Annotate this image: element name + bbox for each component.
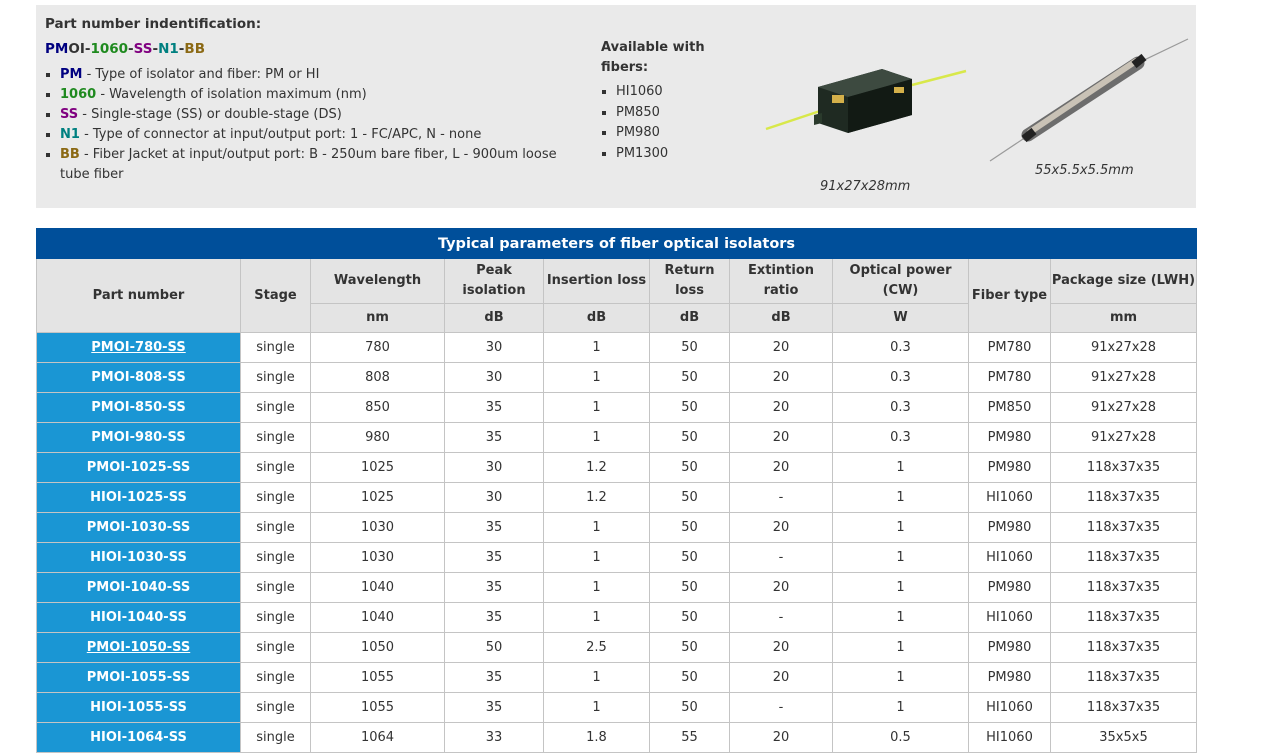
cell-optical-power: 1 <box>833 693 969 723</box>
cell-return-loss: 50 <box>650 633 730 663</box>
cell-insertion-loss: 1 <box>544 393 650 423</box>
cell-insertion-loss: 1 <box>544 663 650 693</box>
definition-text: - Fiber Jacket at input/output port: B - 250um bare fiber, L - 900um loose tube fiber <box>60 147 557 182</box>
available-fiber-item: HI1060 <box>601 82 668 103</box>
cell-package-size: 118x37x35 <box>1051 543 1197 573</box>
header-wavelength: Wavelength <box>311 259 445 304</box>
cell-return-loss: 50 <box>650 363 730 393</box>
table-row <box>37 693 1197 723</box>
unit-extinction-ratio: dB <box>730 304 833 333</box>
cell-return-loss: 50 <box>650 393 730 423</box>
part-number-link[interactable]: HIOI-1055-SS <box>90 700 187 715</box>
definition-code: N1 <box>60 127 80 142</box>
cell-stage: single <box>241 543 311 573</box>
definition-text: - Wavelength of isolation maximum (nm) <box>96 87 367 102</box>
cell-peak-isolation: 30 <box>445 363 544 393</box>
cell-optical-power: 1 <box>833 573 969 603</box>
part-number-link[interactable]: PMOI-1025-SS <box>86 460 191 475</box>
part-number-link[interactable]: PMOI-1050-SS <box>86 640 191 655</box>
part-number-link[interactable]: HIOI-1040-SS <box>90 610 187 625</box>
table-row <box>37 423 1197 453</box>
cell-peak-isolation: 35 <box>445 513 544 543</box>
part-code-segment: - <box>152 41 159 57</box>
cell-return-loss: 50 <box>650 693 730 723</box>
cell-insertion-loss: 1 <box>544 543 650 573</box>
cell-optical-power: 0.5 <box>833 723 969 753</box>
table-row <box>37 723 1197 753</box>
cell-fiber-type: PM850 <box>969 393 1051 423</box>
cell-peak-isolation: 35 <box>445 663 544 693</box>
cell-insertion-loss: 1 <box>544 363 650 393</box>
cell-peak-isolation: 30 <box>445 483 544 513</box>
cell-part-number <box>37 483 241 513</box>
cell-optical-power: 0.3 <box>833 333 969 363</box>
cell-peak-isolation: 35 <box>445 543 544 573</box>
part-number-link[interactable]: PMOI-980-SS <box>91 430 186 445</box>
box-isolator-image <box>762 49 972 149</box>
cell-extinction-ratio: 20 <box>730 513 833 543</box>
definition-item <box>45 125 585 145</box>
cell-part-number <box>37 363 241 393</box>
part-number-link[interactable]: PMOI-850-SS <box>91 400 186 415</box>
cell-fiber-type: PM780 <box>969 363 1051 393</box>
header-package-size: Package size (LWH) <box>1051 259 1197 304</box>
cell-return-loss: 55 <box>650 723 730 753</box>
cell-package-size: 118x37x35 <box>1051 693 1197 723</box>
cell-insertion-loss: 1 <box>544 573 650 603</box>
cell-stage: single <box>241 723 311 753</box>
part-number-code-example <box>45 41 205 57</box>
cell-extinction-ratio: - <box>730 603 833 633</box>
part-number-link[interactable]: PMOI-1030-SS <box>86 520 191 535</box>
definition-item <box>45 145 585 185</box>
cell-wavelength: 1030 <box>311 513 445 543</box>
cell-optical-power: 1 <box>833 633 969 663</box>
header-insertion-loss: Insertion loss <box>544 259 650 304</box>
cell-peak-isolation: 30 <box>445 333 544 363</box>
cell-insertion-loss: 1 <box>544 513 650 543</box>
cell-wavelength: 1030 <box>311 543 445 573</box>
cell-part-number <box>37 573 241 603</box>
cell-extinction-ratio: 20 <box>730 573 833 603</box>
part-code-segment: - <box>128 41 134 57</box>
cell-optical-power: 0.3 <box>833 393 969 423</box>
cell-fiber-type: PM980 <box>969 423 1051 453</box>
cell-optical-power: 1 <box>833 483 969 513</box>
cell-fiber-type: PM980 <box>969 453 1051 483</box>
cell-peak-isolation: 35 <box>445 423 544 453</box>
cell-return-loss: 50 <box>650 483 730 513</box>
info-title: Part number indentification: <box>45 16 262 32</box>
part-number-link[interactable]: HIOI-1025-SS <box>90 490 187 505</box>
cell-wavelength: 1040 <box>311 603 445 633</box>
definition-text: - Type of connector at input/output port: 1 - FC/APC, N - none <box>79 127 482 142</box>
cell-package-size: 91x27x28 <box>1051 423 1197 453</box>
cell-stage: single <box>241 393 311 423</box>
header-optical-power: Optical power (CW) <box>833 259 969 304</box>
cell-extinction-ratio: 20 <box>730 723 833 753</box>
cell-package-size: 118x37x35 <box>1051 483 1197 513</box>
cell-part-number <box>37 543 241 573</box>
cell-return-loss: 50 <box>650 543 730 573</box>
cell-insertion-loss: 1.2 <box>544 483 650 513</box>
table-title: Typical parameters of fiber optical isolators <box>37 229 1197 259</box>
cell-return-loss: 50 <box>650 333 730 363</box>
table-row <box>37 363 1197 393</box>
cell-package-size: 91x27x28 <box>1051 393 1197 423</box>
tube-isolator-dimensions: 55x5.5x5.5mm <box>1035 163 1134 178</box>
cell-fiber-type: PM980 <box>969 633 1051 663</box>
definition-code: BB <box>60 147 80 162</box>
cell-return-loss: 50 <box>650 453 730 483</box>
table-row <box>37 543 1197 573</box>
unit-return-loss: dB <box>650 304 730 333</box>
part-code-segment: PM <box>45 41 69 57</box>
part-number-link[interactable]: HIOI-1064-SS <box>90 730 187 745</box>
cell-part-number <box>37 423 241 453</box>
definition-item <box>45 105 585 125</box>
cell-extinction-ratio: 20 <box>730 633 833 663</box>
cell-return-loss: 50 <box>650 513 730 543</box>
cell-fiber-type: HI1060 <box>969 693 1051 723</box>
cell-part-number <box>37 453 241 483</box>
cell-insertion-loss: 1 <box>544 603 650 633</box>
cell-wavelength: 850 <box>311 393 445 423</box>
table-row <box>37 393 1197 423</box>
cell-part-number <box>37 393 241 423</box>
available-fibers-list <box>601 82 668 164</box>
header-part-number: Part number <box>37 259 241 333</box>
header-stage: Stage <box>241 259 311 333</box>
table-row <box>37 513 1197 543</box>
table-row <box>37 663 1197 693</box>
cell-return-loss: 50 <box>650 573 730 603</box>
cell-extinction-ratio: 20 <box>730 333 833 363</box>
cell-stage: single <box>241 363 311 393</box>
cell-extinction-ratio: 20 <box>730 363 833 393</box>
cell-package-size: 91x27x28 <box>1051 363 1197 393</box>
available-fiber-item: PM850 <box>601 103 668 124</box>
part-code-segment: OI- <box>68 41 91 57</box>
cell-stage: single <box>241 513 311 543</box>
cell-wavelength: 1025 <box>311 453 445 483</box>
cell-peak-isolation: 35 <box>445 603 544 633</box>
cell-stage: single <box>241 453 311 483</box>
cell-extinction-ratio: 20 <box>730 453 833 483</box>
definition-code: SS <box>60 107 79 122</box>
table-row <box>37 603 1197 633</box>
cell-stage: single <box>241 483 311 513</box>
cell-optical-power: 1 <box>833 603 969 633</box>
definition-code: 1060 <box>60 87 97 102</box>
part-number-link[interactable]: HIOI-1030-SS <box>90 550 187 565</box>
tube-isolator-image <box>988 35 1198 165</box>
unit-peak-isolation: dB <box>445 304 544 333</box>
cell-fiber-type: HI1060 <box>969 723 1051 753</box>
cell-package-size: 118x37x35 <box>1051 603 1197 633</box>
cell-part-number <box>37 333 241 363</box>
cell-fiber-type: PM780 <box>969 333 1051 363</box>
part-number-definitions <box>45 65 585 185</box>
cell-insertion-loss: 1 <box>544 693 650 723</box>
header-extinction-ratio: Extintion ratio <box>730 259 833 304</box>
cell-wavelength: 808 <box>311 363 445 393</box>
cell-fiber-type: HI1060 <box>969 483 1051 513</box>
part-code-segment: N1 <box>158 41 179 57</box>
cell-return-loss: 50 <box>650 423 730 453</box>
cell-peak-isolation: 50 <box>445 633 544 663</box>
cell-extinction-ratio: 20 <box>730 663 833 693</box>
part-number-link[interactable]: PMOI-780-SS <box>91 340 186 355</box>
part-number-link[interactable]: PMOI-1055-SS <box>86 670 191 685</box>
cell-optical-power: 0.3 <box>833 423 969 453</box>
cell-extinction-ratio: - <box>730 543 833 573</box>
box-isolator-dimensions: 91x27x28mm <box>820 179 911 194</box>
cell-stage: single <box>241 423 311 453</box>
cell-part-number <box>37 663 241 693</box>
cell-package-size: 118x37x35 <box>1051 453 1197 483</box>
cell-extinction-ratio: - <box>730 483 833 513</box>
cell-package-size: 35x5x5 <box>1051 723 1197 753</box>
cell-fiber-type: PM980 <box>969 573 1051 603</box>
cell-optical-power: 1 <box>833 663 969 693</box>
cell-optical-power: 1 <box>833 543 969 573</box>
cell-peak-isolation: 33 <box>445 723 544 753</box>
unit-optical-power: W <box>833 304 969 333</box>
part-number-link[interactable]: PMOI-1040-SS <box>86 580 191 595</box>
cell-package-size: 118x37x35 <box>1051 663 1197 693</box>
cell-stage: single <box>241 573 311 603</box>
header-peak-isolation: Peak isolation <box>445 259 544 304</box>
definition-item <box>45 65 585 85</box>
table-row <box>37 453 1197 483</box>
cell-extinction-ratio: 20 <box>730 393 833 423</box>
cell-insertion-loss: 1.2 <box>544 453 650 483</box>
cell-optical-power: 1 <box>833 513 969 543</box>
cell-part-number <box>37 723 241 753</box>
cell-extinction-ratio: - <box>730 693 833 723</box>
definition-code: PM <box>60 67 83 82</box>
cell-wavelength: 1025 <box>311 483 445 513</box>
cell-stage: single <box>241 333 311 363</box>
cell-wavelength: 1040 <box>311 573 445 603</box>
cell-stage: single <box>241 603 311 633</box>
part-number-info-panel <box>36 5 1196 208</box>
header-fiber-type: Fiber type <box>969 259 1051 333</box>
available-fiber-item: PM980 <box>601 123 668 144</box>
cell-part-number <box>37 603 241 633</box>
table-row <box>37 633 1197 663</box>
cell-insertion-loss: 1 <box>544 333 650 363</box>
cell-peak-isolation: 35 <box>445 573 544 603</box>
cell-stage: single <box>241 693 311 723</box>
part-code-segment: 1060 <box>90 41 129 57</box>
cell-optical-power: 1 <box>833 453 969 483</box>
cell-insertion-loss: 1.8 <box>544 723 650 753</box>
part-code-segment: SS <box>133 41 153 57</box>
cell-return-loss: 50 <box>650 603 730 633</box>
table-row <box>37 483 1197 513</box>
part-code-segment: BB <box>184 41 205 57</box>
cell-fiber-type: HI1060 <box>969 543 1051 573</box>
cell-package-size: 118x37x35 <box>1051 513 1197 543</box>
cell-wavelength: 1064 <box>311 723 445 753</box>
cell-wavelength: 1055 <box>311 663 445 693</box>
cell-fiber-type: PM980 <box>969 663 1051 693</box>
cell-extinction-ratio: 20 <box>730 423 833 453</box>
table-row <box>37 333 1197 363</box>
cell-part-number <box>37 633 241 663</box>
cell-package-size: 118x37x35 <box>1051 573 1197 603</box>
table-row <box>37 573 1197 603</box>
cell-peak-isolation: 35 <box>445 393 544 423</box>
cell-part-number <box>37 693 241 723</box>
cell-package-size: 91x27x28 <box>1051 333 1197 363</box>
cell-insertion-loss: 2.5 <box>544 633 650 663</box>
definition-text: - Single-stage (SS) or double-stage (DS) <box>78 107 342 122</box>
cell-peak-isolation: 30 <box>445 453 544 483</box>
cell-wavelength: 1050 <box>311 633 445 663</box>
cell-wavelength: 780 <box>311 333 445 363</box>
cell-optical-power: 0.3 <box>833 363 969 393</box>
definition-item <box>45 85 585 105</box>
cell-stage: single <box>241 663 311 693</box>
cell-part-number <box>37 513 241 543</box>
unit-insertion-loss: dB <box>544 304 650 333</box>
unit-wavelength: nm <box>311 304 445 333</box>
cell-return-loss: 50 <box>650 663 730 693</box>
part-code-segment: - <box>178 41 185 57</box>
cell-stage: single <box>241 633 311 663</box>
unit-package-size: mm <box>1051 304 1197 333</box>
cell-peak-isolation: 35 <box>445 693 544 723</box>
cell-wavelength: 980 <box>311 423 445 453</box>
cell-fiber-type: HI1060 <box>969 603 1051 633</box>
cell-wavelength: 1055 <box>311 693 445 723</box>
cell-fiber-type: PM980 <box>969 513 1051 543</box>
header-return-loss: Return loss <box>650 259 730 304</box>
available-fibers-title: Available with fibers: <box>601 40 705 75</box>
isolator-parameters-table <box>36 228 1197 753</box>
cell-insertion-loss: 1 <box>544 423 650 453</box>
definition-text: - Type of isolator and fiber: PM or HI <box>82 67 320 82</box>
available-fiber-item: PM1300 <box>601 144 668 165</box>
part-number-link[interactable]: PMOI-808-SS <box>91 370 186 385</box>
cell-package-size: 118x37x35 <box>1051 633 1197 663</box>
